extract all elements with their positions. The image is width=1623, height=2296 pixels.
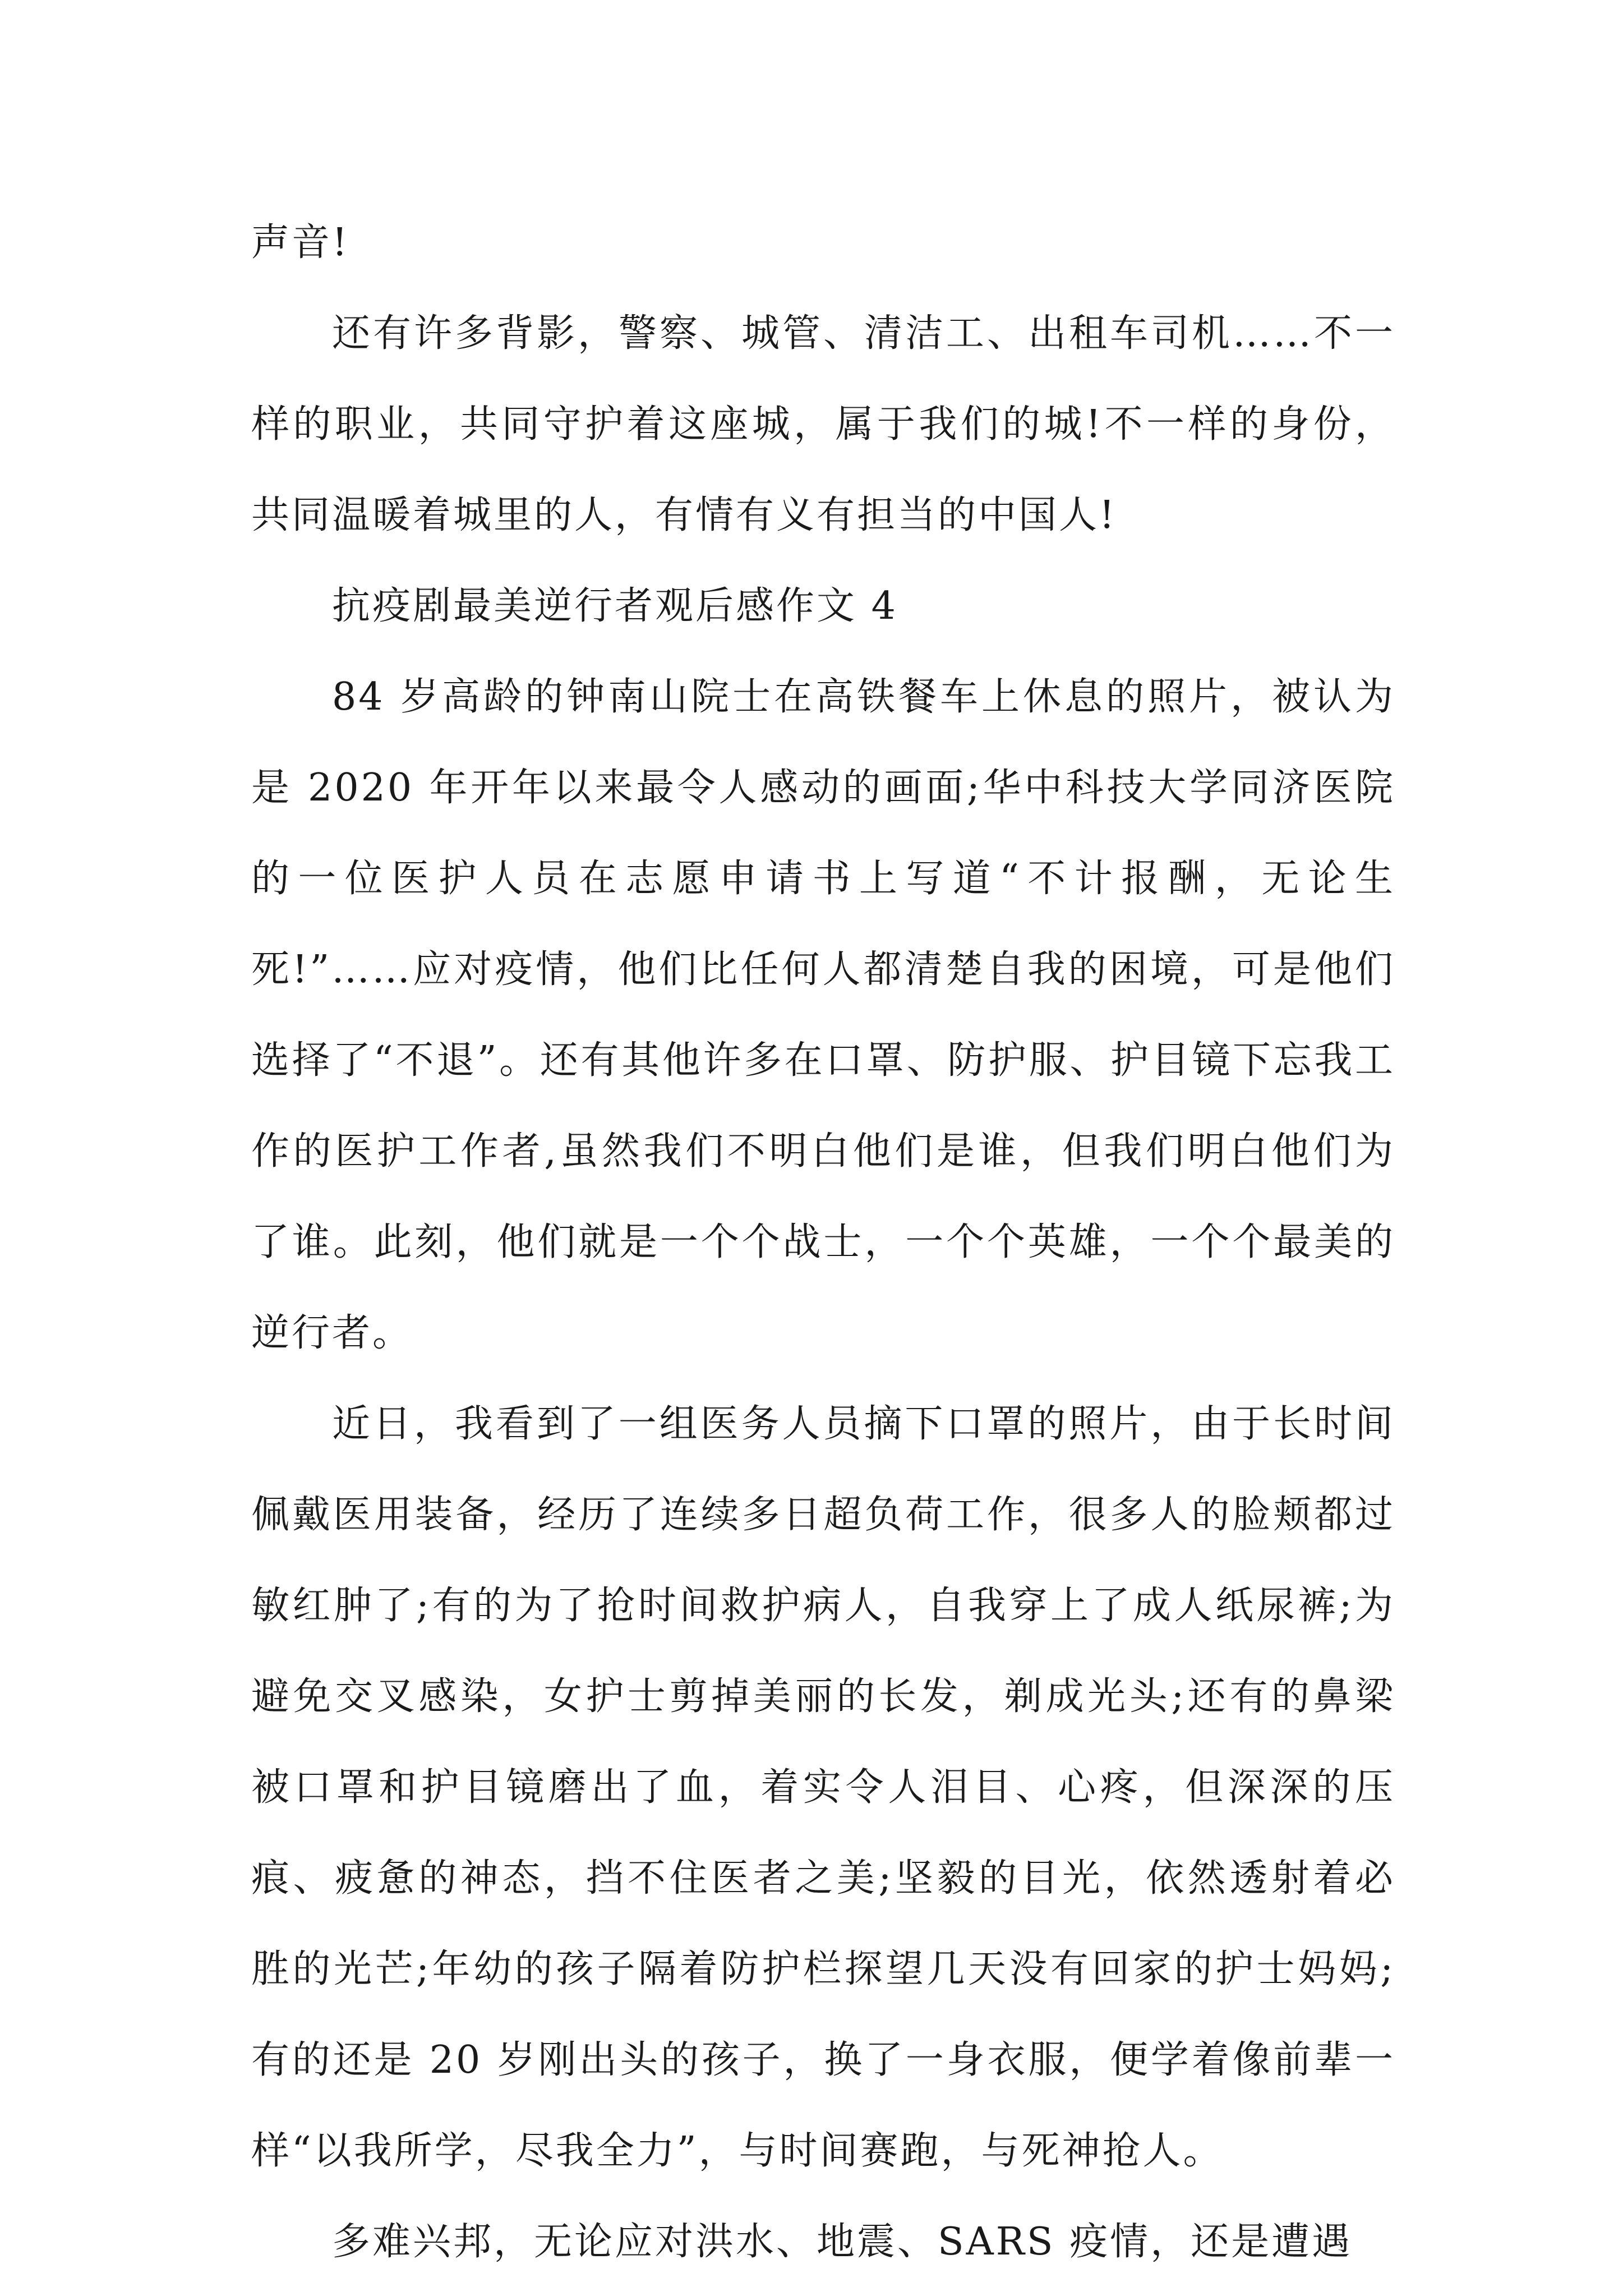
section-heading: 抗疫剧最美逆行者观后感作文 4 [332,584,898,628]
paragraph-continuation: 声音! [251,220,350,265]
paragraph-medical-staff: 近日，我看到了一组医务人员摘下口罩的照片，由于长时间佩戴医用装备，经历了连续多日超负荷工作，很多人的脸颊都过敏红肿了;有的为了抢时间救护病人，自我穿上了成人纸尿裤;为避免交叉感染，女护士剪掉美丽的长发，剃成光头;还有的鼻梁被口罩和护目镜磨出了血，着实令人泪目、心疼，但深深的压痕、疲惫的神态，挡不住医者之美;坚毅的目光，依然透射着必胜的光芒;年幼的孩子隔着防护栏探望几天没有回家的护士妈妈;有的还是 20 岁刚出头的孩子，换了一身衣服，便学着像前辈一样“以我所学，尽我全力”，与时间赛跑，与死神抢人。 [251,1402,1395,2173]
paragraph-adversity: 多难兴邦，无论应对洪水、地震、SARS 疫情，还是遭遇 [332,2220,1353,2264]
paragraph-zhong-nanshan: 84 岁高龄的钟南山院士在高铁餐车上休息的照片，被认为是 2020 年开年以来最令人感动的画面;华中科技大学同济医院的一位医护人员在志愿申请书上写道“不计报酬，无论生死!”……应对疫情，他们比任何人都清楚自我的困境，可是他们选择了“不退”。还有其他许多在口罩、防护服、护目镜下忘我工作的医护工作者,虽然我们不明白他们是谁，但我们明白他们为了谁。此刻，他们就是一个个战士，一个个英雄，一个个最美的逆行者。 [251,675,1395,1355]
document-body [251,197,1395,2288]
paragraph-backs: 还有许多背影，警察、城管、清洁工、出租车司机……不一样的职业，共同守护着这座城，属于我们的城!不一样的身份，共同温暖着城里的人，有情有义有担当的中国人! [251,311,1396,537]
